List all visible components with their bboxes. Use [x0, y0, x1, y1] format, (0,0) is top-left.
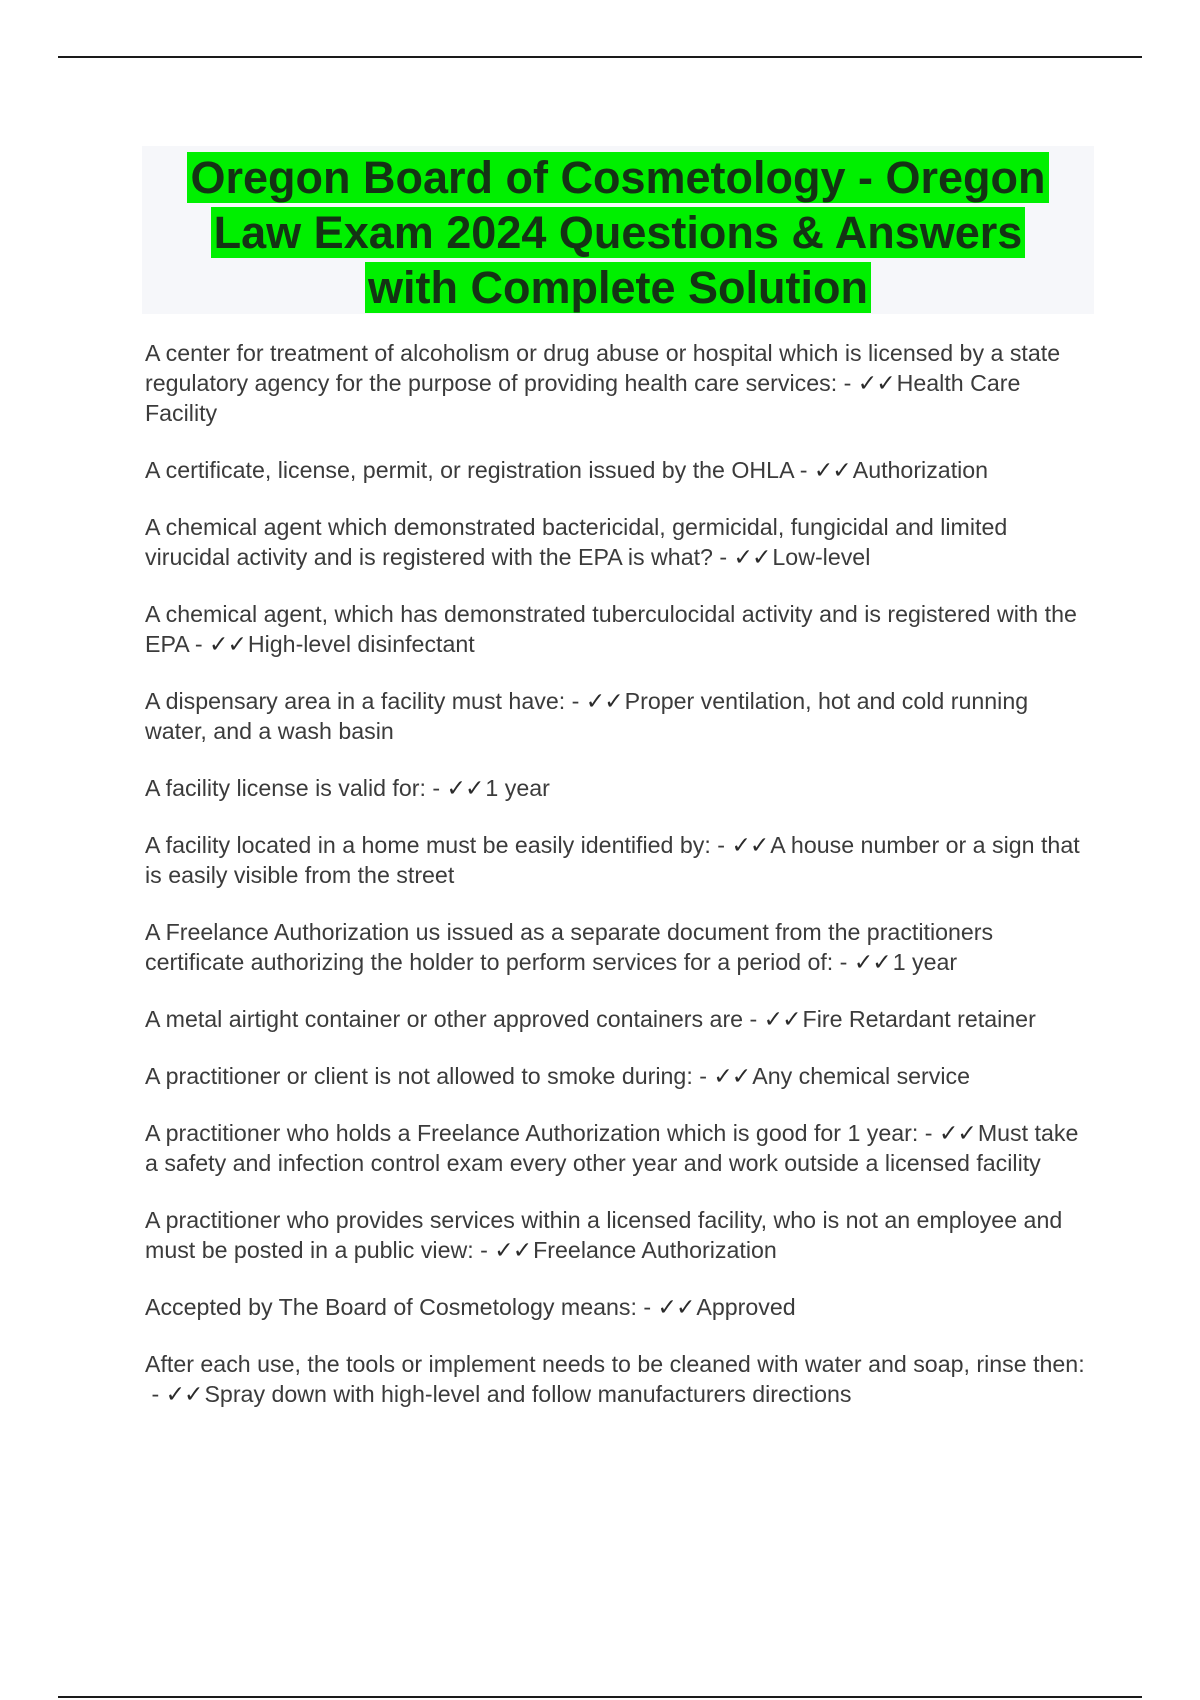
separator: - [837, 370, 858, 396]
question-text: Accepted by The Board of Cosmetology means: [145, 1294, 637, 1320]
document-title [142, 146, 1094, 315]
answer-text: Spray down with high-level and follow manufacturers directions [204, 1381, 852, 1407]
answer-text: Any chemical service [752, 1063, 971, 1089]
answer-text: 1 year [485, 775, 550, 801]
qa-item [145, 338, 1095, 428]
separator: - [473, 1237, 495, 1263]
separator: - [145, 1381, 166, 1407]
check-icon: ✓✓ [731, 832, 769, 858]
qa-item [145, 1205, 1095, 1265]
separator: - [743, 1006, 764, 1032]
separator: - [188, 631, 210, 657]
answer-text: Proper ventilation, hot and cold running water, and a wash basin [145, 688, 1029, 744]
check-icon: ✓✓ [938, 1120, 976, 1146]
title-line-2: Law Exam 2024 Questions & Answers [211, 207, 1026, 258]
answer-text: 1 year [892, 949, 958, 975]
qa-item [145, 917, 1095, 977]
check-icon: ✓✓ [657, 1294, 695, 1320]
question-text: A practitioner who holds a Freelance Authorization which is good for 1 year: [145, 1120, 919, 1146]
separator: - [918, 1120, 939, 1146]
qa-item [145, 686, 1095, 746]
check-icon: ✓✓ [446, 775, 484, 801]
separator: - [425, 775, 447, 801]
question-text: A Freelance Authorization us issued as a separate document from the practitioners certificate authorizing the holder to perform services for a period of: [145, 919, 994, 975]
question-text: A practitioner or client is not allowed to smoke during: [145, 1063, 693, 1089]
qa-item [145, 1118, 1095, 1178]
title-block [142, 146, 1094, 314]
check-icon: ✓✓ [857, 370, 895, 396]
question-text: A center for treatment of alcoholism or drug abuse or hospital which is licensed by a state regulatory agency for the purpose of providing health care services: [145, 340, 1061, 396]
separator: - [793, 457, 814, 483]
question-text: A metal airtight container or other approved containers are [145, 1006, 744, 1032]
check-icon: ✓✓ [165, 1381, 203, 1407]
answer-text: A house number or a sign that is easily visible from the street [145, 832, 1080, 888]
qa-list [145, 338, 1095, 1436]
answer-text: Approved [696, 1294, 796, 1320]
check-icon: ✓✓ [494, 1237, 532, 1263]
title-line-1: Oregon Board of Cosmetology - Oregon [187, 152, 1048, 203]
separator: - [710, 832, 732, 858]
answer-text: Authorization [852, 457, 989, 483]
answer-text: Freelance Authorization [533, 1237, 777, 1263]
qa-item [145, 512, 1095, 572]
check-icon: ✓✓ [853, 949, 891, 975]
qa-item [145, 830, 1095, 890]
qa-item [145, 1349, 1095, 1409]
separator: - [712, 544, 734, 570]
separator: - [636, 1294, 658, 1320]
qa-item [145, 1061, 1095, 1091]
question-text: A practitioner who provides services within a licensed facility, who is not an employee and must be posted in a public view: [145, 1207, 1063, 1263]
question-text: A chemical agent, which has demonstrated tuberculocidal activity and is registered with the EPA [145, 601, 1077, 657]
question-text: A dispensary area in a facility must have: [145, 688, 566, 714]
qa-item [145, 455, 1095, 485]
answer-text: High-level disinfectant [247, 631, 475, 657]
check-icon: ✓✓ [813, 457, 851, 483]
answer-text: Fire Retardant retainer [802, 1006, 1036, 1032]
answer-text: Must take a safety and infection control exam every other year and work outside a licensed facility [145, 1120, 1079, 1176]
check-icon: ✓✓ [585, 688, 623, 714]
title-line-3: with Complete Solution [365, 262, 871, 313]
check-icon: ✓✓ [209, 631, 246, 657]
question-text: A facility located in a home must be easily identified by: [145, 832, 711, 858]
answer-text: Health Care Facility [145, 370, 1021, 426]
qa-item [145, 1292, 1095, 1322]
check-icon: ✓✓ [763, 1006, 801, 1032]
check-icon: ✓✓ [733, 544, 771, 570]
top-rule [58, 56, 1142, 58]
answer-text: Low-level [772, 544, 871, 570]
question-text: A chemical agent which demonstrated bactericidal, germicidal, fungicidal and limited virucidal activity and is registered with the EPA is what? [145, 514, 1008, 570]
qa-item [145, 599, 1095, 659]
check-icon: ✓✓ [713, 1063, 751, 1089]
bottom-rule [58, 1696, 1142, 1698]
separator: - [692, 1063, 714, 1089]
question-text: After each use, the tools or implement needs to be cleaned with water and soap, rinse then: [145, 1351, 1085, 1377]
qa-item [145, 773, 1095, 803]
question-text: A certificate, license, permit, or registration issued by the OHLA [145, 457, 794, 483]
separator: - [565, 688, 586, 714]
qa-item [145, 1004, 1095, 1034]
separator: - [833, 949, 854, 975]
question-text: A facility license is valid for: [145, 775, 426, 801]
